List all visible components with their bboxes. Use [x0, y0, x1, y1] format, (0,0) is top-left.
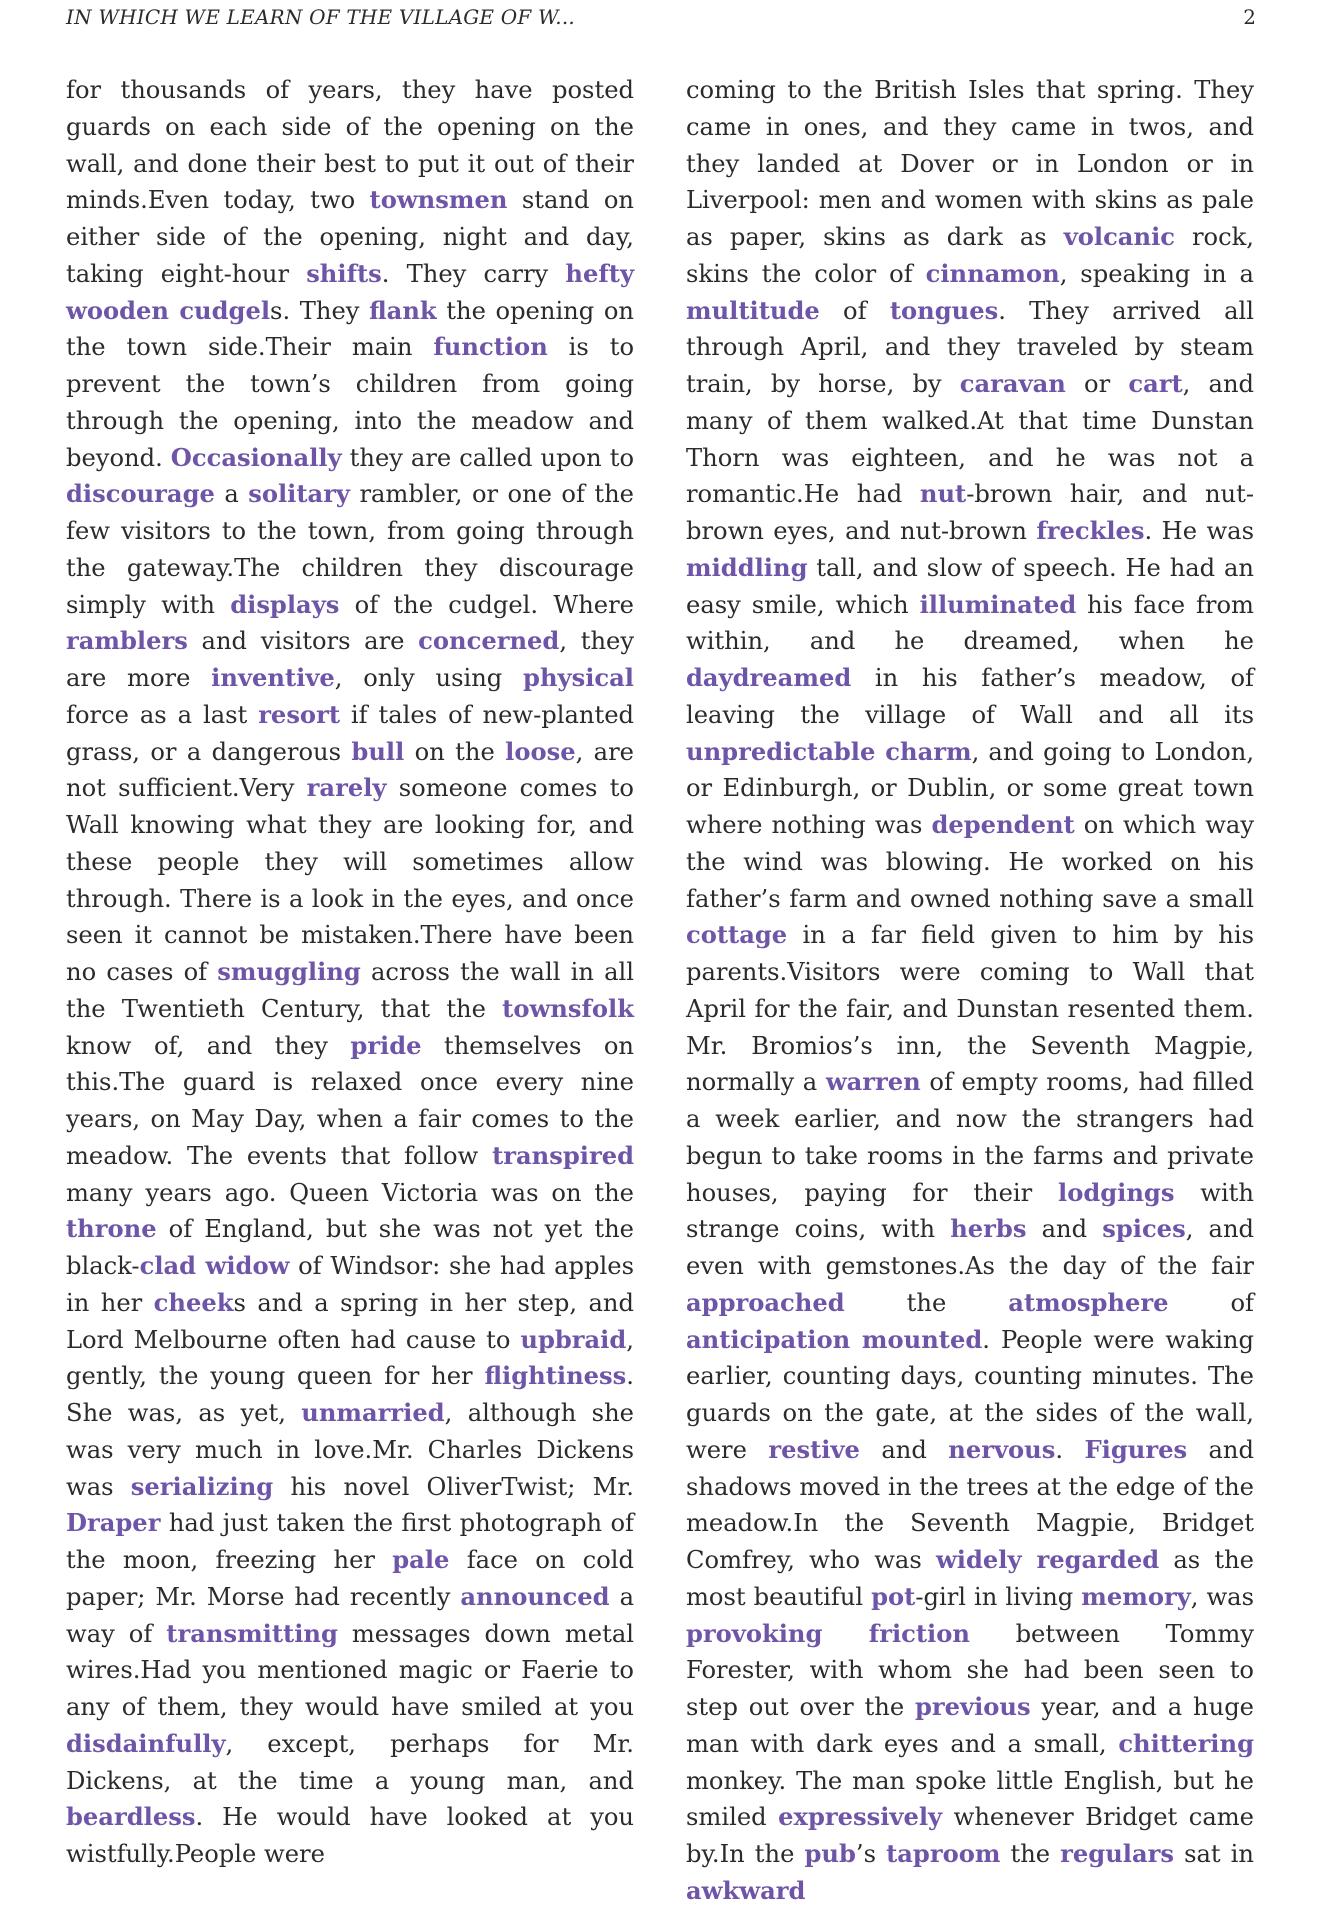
- text-run: whenever Bridget came by.In the: [686, 1803, 1254, 1868]
- text-run: as the most beautiful: [686, 1546, 1254, 1611]
- vocab-word: lodgings: [1058, 1177, 1175, 1207]
- vocab-word: multitude: [686, 295, 820, 325]
- vocab-word: nervous: [948, 1434, 1056, 1464]
- text-run: . They arrived all through April, and they traveled by steam train, by horse, by: [686, 296, 1254, 398]
- text-run: had just taken the first photograph of the moon, freezing her: [66, 1509, 634, 1574]
- vocab-word: herbs: [950, 1214, 1027, 1244]
- vocab-word: Draper: [66, 1508, 161, 1538]
- text-run: of Windsor: she had apples in her: [66, 1252, 634, 1317]
- text-run: or: [1065, 370, 1129, 398]
- left-column-text: [66, 72, 634, 1873]
- vocab-word: widely regarded: [935, 1545, 1160, 1574]
- text-run: between Tommy Forester, with whom she had been seen to step out over the: [686, 1619, 1254, 1721]
- text-run: and visitors are: [187, 627, 419, 656]
- text-run: , although she was very much in love.Mr. Charles Dickens was: [66, 1399, 634, 1501]
- text-run: -brown hair, and nut-brown eyes, and nut-brown: [686, 480, 1255, 545]
- text-run: in a far field given to him by his parents.Visitors were coming to Wall that April for the fair, and Dunstan resented them. Mr. Bromios’s inn, the Seventh Magpie, normally a: [686, 921, 1254, 1097]
- vocab-word: Figures: [1084, 1434, 1188, 1464]
- text-run: year, and a huge man with dark eyes and a small,: [686, 1693, 1254, 1758]
- text-run: someone comes to Wall knowing what they are looking for, and these people they will sometimes allow through. There is a look in the eyes, and once seen it cannot be mistaken.There have been no cases of: [66, 774, 634, 986]
- vocab-word: dependent: [931, 810, 1075, 839]
- vocab-word: shifts: [306, 258, 382, 288]
- vocab-word: taproom: [886, 1839, 1001, 1868]
- vocab-word: daydreamed: [686, 663, 852, 692]
- text-run: in his father’s meadow, of leaving the village of Wall and all its: [686, 664, 1254, 729]
- vocab-word: townsfolk: [502, 993, 634, 1023]
- text-run: they are called upon to: [341, 443, 634, 472]
- text-run: . They carry: [381, 259, 566, 288]
- vocab-word: clad widow: [139, 1251, 290, 1280]
- vocab-word: awkward: [686, 1875, 806, 1905]
- text-run: face on cold paper; Mr. Morse had recently: [66, 1546, 634, 1611]
- right-column-text: [686, 72, 1254, 1910]
- vocab-word: cinnamon: [925, 258, 1060, 288]
- vocab-word: discourage: [66, 479, 215, 509]
- text-run: . People were waking earlier, counting days, counting minutes. The guards on the gate, at the sides of the wall, were: [686, 1325, 1254, 1464]
- text-run: across the wall in all the Twentieth Century, that the: [66, 958, 634, 1023]
- vocab-word: physical: [523, 663, 634, 692]
- text-run: tall, and slow of speech. He had an easy smile, which: [686, 553, 1254, 619]
- vocab-word: tongues: [889, 295, 999, 325]
- vocab-word: previous: [915, 1692, 1031, 1721]
- text-run: the: [844, 1288, 1009, 1317]
- vocab-word: unpredictable charm: [686, 736, 972, 766]
- text-run: force as a last: [66, 700, 259, 729]
- text-run: the: [1000, 1840, 1061, 1868]
- text-run: . She was, as yet,: [66, 1362, 634, 1427]
- vocab-word: pub: [804, 1839, 856, 1868]
- vocab-word: disdainfully: [66, 1728, 226, 1758]
- text-run: s and a spring in her step, and Lord Melbourne often had cause to: [66, 1288, 634, 1354]
- text-run: . He was: [1144, 517, 1254, 545]
- vocab-word: solitary: [248, 479, 350, 509]
- vocab-word: expressively: [778, 1802, 943, 1832]
- vocab-word: freckles: [1036, 516, 1145, 545]
- text-run: and: [1026, 1215, 1103, 1244]
- text-run: coming to the British Isles that spring. They came in ones, and they came in twos, and they landed at Dover or in London or in Liverpool: men and women with skins as pale as paper, skins as dark as: [686, 76, 1254, 251]
- vocab-word: loose: [505, 736, 576, 766]
- page-header: [66, 0, 1256, 34]
- right-column: [686, 72, 1254, 1910]
- text-run: of the cudgel. Where: [339, 590, 634, 619]
- vocab-word: inventive: [211, 663, 335, 692]
- text-run: the opening on the town side.Their main: [66, 296, 634, 362]
- vocab-word: beardless: [66, 1802, 196, 1832]
- vocab-word: pot: [871, 1581, 916, 1611]
- vocab-word: provoking friction: [686, 1618, 970, 1648]
- text-run: ’s: [855, 1840, 887, 1868]
- text-run: , are not sufficient.Very: [66, 737, 634, 803]
- text-run: of: [1168, 1288, 1254, 1317]
- text-run: messages down metal wires.Had you mentioned magic or Faerie to any of them, they would have smiled at you: [66, 1619, 634, 1721]
- text-run: . He would have looked at you wistfully.People were: [66, 1803, 634, 1868]
- vocab-word: announced: [460, 1581, 610, 1611]
- text-run: his novel OliverTwist; Mr.: [273, 1472, 634, 1501]
- vocab-word: displays: [230, 589, 340, 619]
- left-column: [66, 72, 634, 1910]
- text-run: , except, perhaps for Mr. Dickens, at the time a young man, and: [66, 1729, 634, 1795]
- text-run: is to prevent the town’s children from going through the opening, into the meadow and beyond.: [66, 333, 635, 472]
- vocab-word: concerned: [418, 626, 560, 656]
- text-run: .: [1055, 1435, 1085, 1464]
- vocab-word: flightiness: [484, 1361, 627, 1391]
- text-run: a: [214, 480, 249, 509]
- vocab-word: spices: [1102, 1214, 1186, 1244]
- text-run: -girl in living: [915, 1582, 1082, 1611]
- text-run: , gently, the young queen for her: [66, 1325, 634, 1391]
- running-title: IN WHICH WE LEARN OF THE VILLAGE OF W...: [66, 5, 575, 29]
- text-run: with strange coins, with: [686, 1178, 1254, 1244]
- vocab-word: unmarried: [301, 1398, 445, 1427]
- vocab-word: rarely: [306, 773, 387, 803]
- text-run: know of, and they: [66, 1031, 351, 1060]
- vocab-word: serializing: [130, 1471, 274, 1501]
- text-run: a way of: [66, 1582, 634, 1648]
- vocab-word: volcanic: [1063, 222, 1175, 251]
- text-run: , they are more: [66, 627, 635, 692]
- vocab-word: function: [433, 332, 548, 362]
- text-columns: [66, 72, 1254, 1910]
- vocab-word: transpired: [492, 1140, 634, 1170]
- text-run: on which way the wind was blowing. He worked on his father’s farm and owned nothing save a small: [686, 811, 1255, 913]
- text-run: of: [819, 296, 890, 325]
- text-run: rambler, or one of the few visitors to the town, from going through the gateway.The children they discourage simply with: [66, 480, 634, 619]
- vocab-word: approached: [686, 1287, 845, 1317]
- vocab-word: cheek: [153, 1287, 234, 1317]
- text-run: , was: [1190, 1582, 1254, 1611]
- vocab-word: pride: [350, 1030, 422, 1060]
- text-run: , and going to London, or Edinburgh, or Dublin, or some great town where nothing was: [686, 737, 1255, 839]
- vocab-word: nut: [919, 479, 967, 509]
- vocab-word: memory: [1081, 1581, 1191, 1611]
- vocab-word: upbraid: [520, 1324, 627, 1354]
- vocab-word: caravan: [959, 369, 1066, 398]
- text-run: monkey. The man spoke little English, but he smiled: [686, 1766, 1254, 1832]
- text-run: many years ago. Queen Victoria was on the: [66, 1178, 634, 1207]
- vocab-word: anticipation mounted: [686, 1324, 983, 1354]
- vocab-word: warren: [825, 1067, 921, 1097]
- vocab-word: transmitting: [166, 1618, 338, 1648]
- vocab-word: pale: [392, 1545, 450, 1574]
- vocab-word: restive: [768, 1434, 860, 1464]
- vocab-word: Occasionally: [170, 442, 342, 472]
- vocab-word: chittering: [1118, 1728, 1254, 1758]
- text-run: stand on either side of the opening, night and day, taking eight-hour: [66, 186, 634, 288]
- vocab-word: ramblers: [66, 626, 188, 656]
- text-run: and: [859, 1435, 949, 1464]
- vocab-word: flank: [369, 295, 437, 325]
- text-run: on the: [404, 737, 506, 766]
- text-run: and shadows moved in the trees at the edge of the meadow.In the Seventh Magpie, Bridget Comfrey, who was: [686, 1435, 1254, 1574]
- text-run: of empty rooms, had filled a week earlier, and now the strangers had begun to take rooms in the farms and private houses, paying for their: [686, 1068, 1254, 1207]
- text-run: for thousands of years, they have posted guards on each side of the opening on the wall, and done their best to put it out of their minds.Even today, two: [66, 76, 634, 215]
- vocab-word: atmosphere: [1008, 1287, 1169, 1317]
- page-number: 2: [1243, 5, 1256, 29]
- text-run: s. They: [270, 296, 370, 325]
- text-run: themselves on this.The guard is relaxed once every nine years, on May Day, when a fair comes to the meadow. The events that follow: [66, 1031, 635, 1170]
- text-run: his face from within, and he dreamed, when he: [686, 590, 1254, 656]
- text-run: sat in: [1174, 1840, 1254, 1868]
- text-run: , and many of them walked.At that time Dunstan Thorn was eighteen, and he was not a romantic.He had: [686, 370, 1254, 509]
- vocab-word: middling: [686, 552, 808, 582]
- text-run: if tales of new-planted grass, or a dangerous: [66, 700, 635, 766]
- vocab-word: resort: [258, 699, 340, 729]
- vocab-word: smuggling: [217, 957, 361, 986]
- vocab-word: townsmen: [369, 185, 508, 215]
- vocab-word: illuminated: [919, 589, 1077, 619]
- vocab-word: regulars: [1060, 1839, 1175, 1868]
- text-run: , and even with gemstones.As the day of the fair: [686, 1215, 1255, 1280]
- vocab-word: throne: [66, 1214, 157, 1244]
- text-run: rock, skins the color of: [686, 223, 1254, 288]
- vocab-word: bull: [351, 736, 405, 766]
- vocab-word: cart: [1128, 369, 1183, 398]
- text-run: of England, but she was not yet the black-: [66, 1215, 634, 1280]
- text-run: , speaking in a: [1059, 259, 1254, 288]
- text-run: , only using: [334, 664, 524, 692]
- vocab-word: cottage: [686, 920, 788, 950]
- vocab-word: hefty wooden cudgel: [66, 258, 634, 325]
